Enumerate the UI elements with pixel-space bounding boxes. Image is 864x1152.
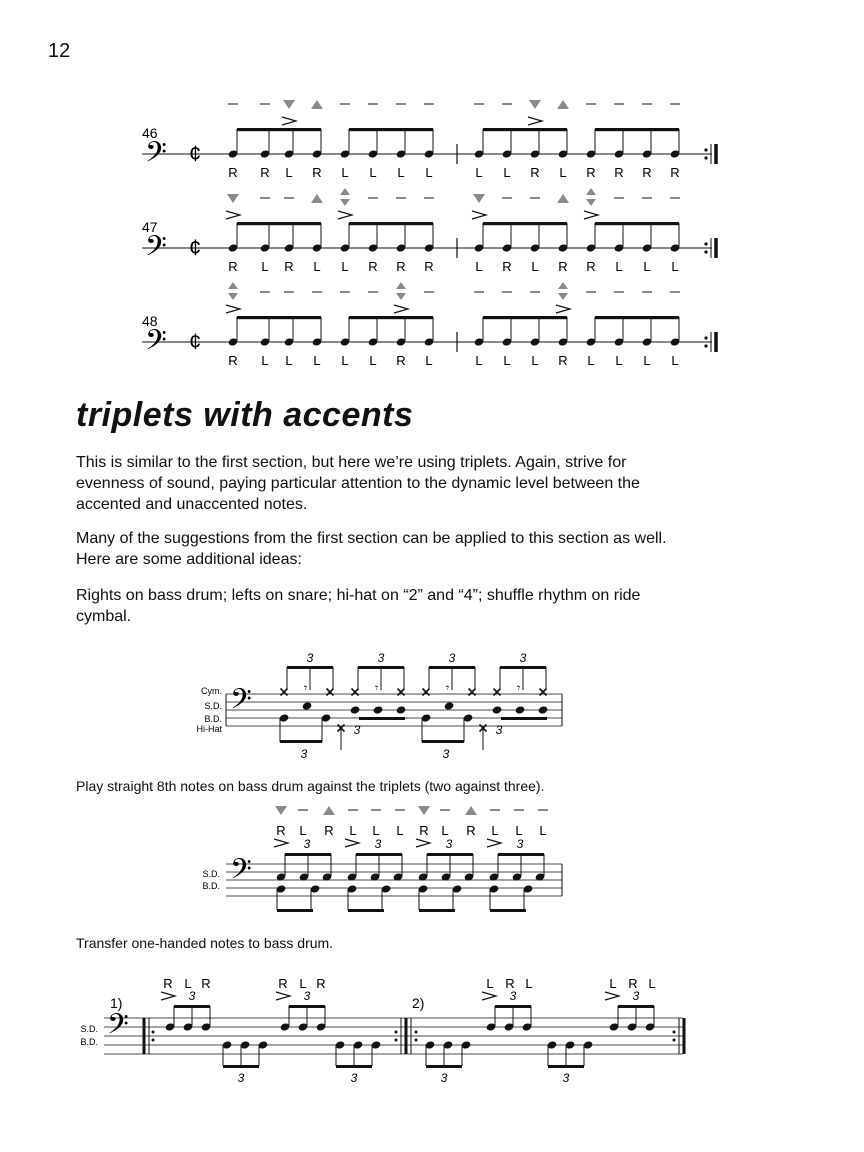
beam — [495, 1005, 531, 1008]
notehead — [425, 1040, 436, 1049]
sticking-letter: R — [642, 165, 652, 180]
down-stroke-mark — [228, 293, 238, 300]
repeat-dot — [704, 250, 707, 253]
beam — [426, 1065, 462, 1068]
beam — [349, 128, 433, 131]
instrument-label: Hi-Hat — [196, 724, 222, 734]
sticking-letter: R — [505, 976, 515, 991]
idea-transfer-paragraph: Transfer one-handed notes to bass drum. — [76, 935, 334, 951]
x-notehead — [494, 689, 501, 696]
notehead — [464, 872, 475, 881]
notehead — [280, 1022, 291, 1031]
instrument-label: S.D. — [204, 701, 222, 711]
notehead — [489, 872, 500, 881]
sticking-letter: L — [615, 259, 623, 274]
beam — [348, 909, 384, 912]
sticking-letter: L — [475, 165, 483, 180]
beam — [595, 316, 679, 319]
bass-clef: 𝄢 — [145, 137, 167, 175]
down-stroke-mark — [558, 293, 568, 300]
sticking-letter: L — [539, 823, 547, 838]
intro-paragraph: This is similar to the first section, but here we’re using triplets. Again, strive for evenness of sound, paying particular attention to the dynamic level between the accented and unaccented notes. — [76, 454, 640, 513]
sticking-letter: L — [184, 976, 192, 991]
cut-time-sign: ¢ — [189, 235, 202, 260]
sticking-letter: R — [502, 259, 512, 274]
sticking-letter: L — [441, 823, 449, 838]
down-stroke-mark — [586, 199, 596, 206]
sticking-letter: L — [299, 976, 307, 991]
notehead — [370, 872, 381, 881]
x-notehead — [281, 689, 288, 696]
beam — [287, 666, 333, 669]
accent-sign — [584, 211, 598, 219]
repeat-dot — [704, 336, 707, 339]
sticking-letter: L — [671, 353, 679, 368]
repeat-dot — [704, 156, 707, 159]
notehead — [523, 884, 534, 893]
notehead — [489, 884, 500, 893]
sticking-letter: R — [396, 353, 406, 368]
tuplet-number: 3 — [300, 747, 308, 761]
eighth-rest: 𝄾 — [375, 681, 379, 695]
notehead — [421, 713, 432, 722]
beam — [490, 909, 526, 912]
notehead — [222, 1040, 233, 1049]
notehead — [444, 701, 455, 710]
notehead — [441, 872, 452, 881]
bass-clef: 𝄢 — [107, 1009, 129, 1047]
sticking-letter: R — [466, 823, 476, 838]
down-stroke-mark — [340, 199, 350, 206]
x-notehead — [352, 689, 359, 696]
sticking-letter: L — [491, 823, 499, 838]
beam — [427, 853, 473, 856]
tuplet-number: 3 — [562, 1071, 570, 1085]
sticking-letter: L — [531, 353, 539, 368]
notehead — [276, 884, 287, 893]
accent-sign — [487, 839, 501, 847]
tuplet-number: 3 — [509, 989, 517, 1003]
notehead — [461, 1040, 472, 1049]
repeat-dot — [704, 242, 707, 245]
sticking-letter: R — [312, 165, 322, 180]
accent-sign — [394, 305, 408, 313]
sticking-letter: R — [260, 165, 270, 180]
sticking-letter: L — [475, 353, 483, 368]
beam — [174, 1005, 210, 1008]
eighth-rest: 𝄾 — [517, 681, 521, 695]
sticking-letter: R — [614, 165, 624, 180]
accent-sign — [276, 992, 290, 1000]
beam — [483, 128, 567, 131]
sticking-letter: L — [648, 976, 656, 991]
notehead — [335, 1040, 346, 1049]
notehead — [486, 1022, 497, 1031]
tuplet-number: 3 — [350, 1071, 358, 1085]
sticking-letter: R — [424, 259, 434, 274]
beam — [237, 222, 321, 225]
instrument-label: B.D. — [80, 1037, 98, 1047]
notehead — [373, 705, 384, 714]
accent-sign — [472, 211, 486, 219]
sticking-letter: L — [643, 353, 651, 368]
beam — [280, 740, 322, 743]
notehead — [512, 872, 523, 881]
down-stroke-mark — [396, 293, 406, 300]
down-stroke-mark — [227, 194, 239, 203]
accent-sign — [274, 839, 288, 847]
accent-exercises-notation — [0, 0, 864, 400]
notehead — [299, 872, 310, 881]
sticking-letter: L — [615, 353, 623, 368]
accent-sign — [528, 117, 542, 125]
idea-shuffle-paragraph: Rights on bass drum; lefts on snare; hi-hat on “2” and “4”; shuffle rhythm on ride cymbal. — [76, 587, 641, 625]
beam — [349, 316, 433, 319]
sticking-letter: R — [396, 259, 406, 274]
eighth-rest: 𝄾 — [304, 681, 308, 695]
sticking-letter: R — [586, 259, 596, 274]
accent-sign — [161, 992, 175, 1000]
notehead — [522, 1022, 533, 1031]
notehead — [463, 713, 474, 722]
down-stroke-mark — [283, 100, 295, 109]
beam — [501, 717, 547, 720]
tuplet-number: 3 — [445, 837, 453, 851]
notehead — [583, 1040, 594, 1049]
example-label: 2) — [412, 995, 425, 1011]
sticking-letter: L — [372, 823, 380, 838]
notehead — [201, 1022, 212, 1031]
notehead — [492, 705, 503, 714]
tuplet-number: 3 — [632, 989, 640, 1003]
sticking-letter: R — [324, 823, 334, 838]
notehead — [353, 1040, 364, 1049]
notehead — [418, 872, 429, 881]
notehead — [443, 1040, 454, 1049]
x-notehead — [338, 725, 345, 732]
beam — [358, 666, 404, 669]
sticking-letter: R — [228, 259, 238, 274]
sticking-letter: L — [341, 353, 349, 368]
sticking-letter: L — [396, 823, 404, 838]
up-stroke-mark — [557, 100, 569, 109]
beam — [483, 316, 567, 319]
up-stroke-mark — [311, 100, 323, 109]
beam — [595, 222, 679, 225]
notehead — [276, 872, 287, 881]
sticking-letter: R — [163, 976, 173, 991]
tuplet-number: 3 — [237, 1071, 245, 1085]
repeat-dot — [704, 148, 707, 151]
sticking-letter: R — [228, 353, 238, 368]
beam — [618, 1005, 654, 1008]
notehead — [347, 884, 358, 893]
accent-sign — [282, 117, 296, 125]
x-notehead — [423, 689, 430, 696]
accent-sign — [556, 305, 570, 313]
bass-clef: 𝄢 — [145, 325, 167, 363]
sticking-letter: R — [368, 259, 378, 274]
beam — [349, 222, 433, 225]
tuplet-number: 3 — [516, 837, 524, 851]
bass-clef: 𝄢 — [230, 684, 252, 722]
sticking-letter: L — [349, 823, 357, 838]
repeat-dot — [673, 1039, 676, 1042]
notehead — [279, 713, 290, 722]
notehead — [538, 705, 549, 714]
up-stroke-mark — [558, 282, 568, 289]
notehead — [240, 1040, 251, 1049]
up-stroke-mark — [465, 806, 477, 815]
notehead — [452, 884, 463, 893]
tuplet-number: 3 — [353, 723, 361, 737]
notehead — [627, 1022, 638, 1031]
sticking-letter: L — [341, 259, 349, 274]
tuplet-number: 3 — [303, 989, 311, 1003]
sticking-letter: L — [671, 259, 679, 274]
sticking-letter: L — [313, 259, 321, 274]
beam — [422, 740, 464, 743]
up-stroke-mark — [228, 282, 238, 289]
tuplet-number: 3 — [374, 837, 382, 851]
idea-two-against-three-paragraph: Play straight 8th notes on bass drum against the triplets (two against three). — [76, 778, 545, 794]
beam — [483, 222, 567, 225]
up-stroke-mark — [340, 188, 350, 195]
sticking-letter: L — [285, 353, 293, 368]
sticking-letter: L — [425, 165, 433, 180]
sticking-letter: L — [369, 353, 377, 368]
down-stroke-mark — [529, 100, 541, 109]
sticking-letter: R — [278, 976, 288, 991]
accent-sign — [482, 992, 496, 1000]
down-stroke-mark — [418, 806, 430, 815]
notehead — [183, 1022, 194, 1031]
down-stroke-mark — [473, 194, 485, 203]
accent-sign — [605, 992, 619, 1000]
beam — [237, 316, 321, 319]
instrument-label: Cym. — [201, 686, 222, 696]
tuplet-number: 3 — [440, 1071, 448, 1085]
beam — [285, 853, 331, 856]
eighth-rest: 𝄾 — [446, 681, 450, 695]
beam — [356, 853, 402, 856]
sticking-letter: R — [228, 165, 238, 180]
tuplet-number: 3 — [377, 651, 385, 665]
beam — [223, 1065, 259, 1068]
notehead — [321, 713, 332, 722]
x-notehead — [469, 689, 476, 696]
notehead — [316, 1022, 327, 1031]
repeat-dot — [395, 1039, 398, 1042]
sticking-letter: L — [515, 823, 523, 838]
sticking-letter: L — [369, 165, 377, 180]
sticking-letter: R — [201, 976, 211, 991]
accent-sign — [345, 839, 359, 847]
sticking-letter: R — [316, 976, 326, 991]
beam — [237, 128, 321, 131]
notehead — [347, 872, 358, 881]
beam — [277, 909, 313, 912]
sticking-letter: L — [313, 353, 321, 368]
page-number: 12 — [48, 40, 71, 62]
sticking-letter: L — [475, 259, 483, 274]
x-notehead — [480, 725, 487, 732]
up-stroke-mark — [311, 194, 323, 203]
up-stroke-mark — [396, 282, 406, 289]
x-notehead — [398, 689, 405, 696]
instrument-label: S.D. — [202, 869, 220, 879]
sticking-letter: L — [486, 976, 494, 991]
repeat-dot — [395, 1031, 398, 1034]
exercise-number: 46 — [142, 125, 158, 141]
sticking-letter: L — [559, 165, 567, 180]
sticking-letter: R — [586, 165, 596, 180]
instrument-label: B.D. — [204, 714, 222, 724]
up-stroke-mark — [557, 194, 569, 203]
repeat-dot — [152, 1031, 155, 1034]
accent-sign — [338, 211, 352, 219]
notehead — [418, 884, 429, 893]
beam — [359, 717, 405, 720]
tuplet-number: 3 — [519, 651, 527, 665]
tuplet-number: 3 — [442, 747, 450, 761]
x-notehead — [540, 689, 547, 696]
instrument-label: B.D. — [202, 881, 220, 891]
sticking-letter: L — [531, 259, 539, 274]
sticking-letter: R — [419, 823, 429, 838]
notehead — [393, 872, 404, 881]
suggestions-paragraph: Many of the suggestions from the first section can be applied to this section as well. Here are some additional ideas: — [76, 530, 667, 568]
repeat-dot — [673, 1031, 676, 1034]
tuplet-number: 3 — [306, 651, 314, 665]
bass-clef: 𝄢 — [230, 854, 252, 892]
instrument-label: S.D. — [80, 1024, 98, 1034]
notehead — [645, 1022, 656, 1031]
sticking-letter: R — [284, 259, 294, 274]
tuplet-number: 3 — [495, 723, 503, 737]
tuplet-number: 3 — [303, 837, 311, 851]
notehead — [515, 705, 526, 714]
sticking-letter: R — [276, 823, 286, 838]
notehead — [371, 1040, 382, 1049]
sticking-letter: R — [558, 353, 568, 368]
sticking-letter: R — [628, 976, 638, 991]
notehead — [350, 705, 361, 714]
sticking-letter: L — [425, 353, 433, 368]
notehead — [396, 705, 407, 714]
up-stroke-mark — [323, 806, 335, 815]
accent-sign — [226, 211, 240, 219]
cut-time-sign: ¢ — [189, 141, 202, 166]
notehead — [165, 1022, 176, 1031]
sticking-letter: R — [530, 165, 540, 180]
tuplet-number: 3 — [448, 651, 456, 665]
notehead — [565, 1040, 576, 1049]
notehead — [298, 1022, 309, 1031]
sticking-letter: L — [503, 353, 511, 368]
beam — [500, 666, 546, 669]
repeat-dot — [704, 344, 707, 347]
repeat-dot — [415, 1039, 418, 1042]
sticking-letter: L — [643, 259, 651, 274]
sticking-letter: L — [503, 165, 511, 180]
notehead — [322, 872, 333, 881]
repeat-dot — [152, 1039, 155, 1042]
sticking-letter: L — [525, 976, 533, 991]
sticking-letter: L — [609, 976, 617, 991]
down-stroke-mark — [275, 806, 287, 815]
beam — [548, 1065, 584, 1068]
exercise-number: 47 — [142, 219, 158, 235]
sticking-letter: L — [285, 165, 293, 180]
accent-sign — [416, 839, 430, 847]
sticking-letter: R — [670, 165, 680, 180]
example-label: 1) — [110, 995, 123, 1011]
sticking-letter: L — [397, 165, 405, 180]
x-notehead — [327, 689, 334, 696]
beam — [336, 1065, 372, 1068]
notehead — [258, 1040, 269, 1049]
beam — [498, 853, 544, 856]
bass-clef: 𝄢 — [145, 231, 167, 269]
up-stroke-mark — [586, 188, 596, 195]
repeat-dot — [415, 1031, 418, 1034]
sticking-letter: L — [299, 823, 307, 838]
beam — [429, 666, 475, 669]
sticking-letter: L — [341, 165, 349, 180]
beam — [419, 909, 455, 912]
notehead — [609, 1022, 620, 1031]
notehead — [302, 701, 313, 710]
sticking-letter: L — [261, 259, 269, 274]
notehead — [310, 884, 321, 893]
accent-sign — [226, 305, 240, 313]
tuplet-number: 3 — [188, 989, 196, 1003]
notehead — [535, 872, 546, 881]
sticking-letter: L — [587, 353, 595, 368]
cut-time-sign: ¢ — [189, 329, 202, 354]
notehead — [381, 884, 392, 893]
exercise-number: 48 — [142, 313, 158, 329]
notehead — [547, 1040, 558, 1049]
notehead — [504, 1022, 515, 1031]
sticking-letter: L — [261, 353, 269, 368]
sticking-letter: R — [558, 259, 568, 274]
beam — [289, 1005, 325, 1008]
beam — [595, 128, 679, 131]
section-title: triplets with accents — [76, 396, 414, 434]
